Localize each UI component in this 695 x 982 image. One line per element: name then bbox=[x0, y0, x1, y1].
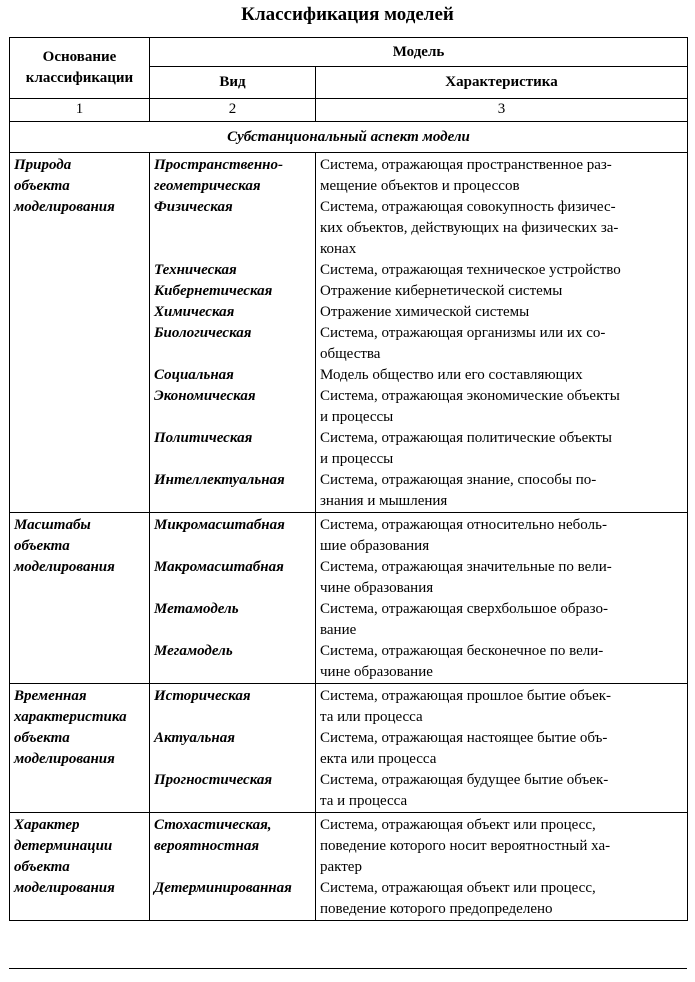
column-numbers-row bbox=[10, 99, 688, 122]
column-number-1: 1 bbox=[10, 99, 150, 122]
group-row bbox=[10, 153, 688, 513]
group-row bbox=[10, 813, 688, 921]
model-kind: Пространственно- геометрическая bbox=[154, 157, 283, 194]
header-basis: Основание классификации bbox=[10, 38, 150, 99]
model-kind: Химическая bbox=[154, 304, 235, 320]
model-kind: Детерминированная bbox=[154, 880, 292, 896]
group-kinds bbox=[150, 513, 316, 684]
model-kind: Интеллектуальная bbox=[154, 472, 285, 488]
model-characteristic: Система, отражающая политические объекты и процессы bbox=[320, 430, 613, 467]
model-kind: Политическая bbox=[154, 430, 253, 446]
model-characteristic: Модель общество или его составляющих bbox=[320, 367, 583, 383]
header-characteristic: Характеристика bbox=[316, 67, 688, 99]
model-kind: Микромасштабная bbox=[154, 517, 285, 533]
model-kind: Стохастическая, вероятностная bbox=[154, 817, 272, 854]
model-kind: Метамодель bbox=[154, 601, 239, 617]
model-characteristic: Система, отражающая сверхбольшое образо- вание bbox=[320, 601, 608, 638]
group-basis: Масштабы объекта моделирования bbox=[10, 513, 150, 684]
model-characteristic: Система, отражающая техническое устройство bbox=[320, 262, 621, 278]
model-characteristic: Система, отражающая настоящее бытие объ- екта или процесса bbox=[320, 730, 608, 767]
model-characteristic: Система, отражающая прошлое бытие объек- та или процесса bbox=[320, 688, 612, 725]
model-characteristic: Система, отражающая знание, способы по- знания и мышления bbox=[320, 472, 597, 509]
model-kind: Макромасштабная bbox=[154, 559, 284, 575]
model-kind: Биологическая bbox=[154, 325, 252, 341]
group-characteristics bbox=[316, 513, 688, 684]
model-characteristic: Система, отражающая относительно неболь- шие образования bbox=[320, 517, 607, 554]
model-kind: Кибернетическая bbox=[154, 283, 273, 299]
bottom-rule bbox=[9, 968, 687, 969]
group-characteristics bbox=[316, 153, 688, 513]
model-characteristic: Отражение кибернетической системы bbox=[320, 283, 563, 299]
group-kinds bbox=[150, 153, 316, 513]
model-kind: Актуальная bbox=[154, 730, 235, 746]
model-characteristic: Система, отражающая совокупность физичес- ких объектов, действующих на физических за- конах bbox=[320, 199, 619, 257]
classification-table bbox=[9, 37, 688, 921]
group-row bbox=[10, 684, 688, 813]
group-characteristics bbox=[316, 684, 688, 813]
group-basis: Природа объекта моделирования bbox=[10, 153, 150, 513]
model-kind: Социальная bbox=[154, 367, 234, 383]
model-characteristic: Система, отражающая объект или процесс, поведение которого предопределено bbox=[320, 880, 596, 917]
group-kinds bbox=[150, 813, 316, 921]
header-row-top bbox=[10, 38, 688, 67]
group-row bbox=[10, 513, 688, 684]
header-kind: Вид bbox=[150, 67, 316, 99]
model-characteristic: Отражение химической системы bbox=[320, 304, 530, 320]
document-title: Классификация моделей bbox=[241, 4, 454, 25]
model-characteristic: Система, отражающая значительные по вели- чине образования bbox=[320, 559, 612, 596]
aspect-label: Субстанциональный аспект модели bbox=[10, 122, 688, 153]
groups-body bbox=[10, 153, 688, 921]
group-basis: Временная характеристика объекта моделирования bbox=[10, 684, 150, 813]
column-number-3: 3 bbox=[316, 99, 688, 122]
model-kind: Историческая bbox=[154, 688, 251, 704]
group-characteristics bbox=[316, 813, 688, 921]
model-characteristic: Система, отражающая пространственное раз- мещение объектов и процессов bbox=[320, 157, 612, 194]
model-characteristic: Система, отражающая организмы или их со- общества bbox=[320, 325, 606, 362]
model-kind: Мегамодель bbox=[154, 643, 233, 659]
model-kind: Техническая bbox=[154, 262, 237, 278]
model-kind: Прогностическая bbox=[154, 772, 273, 788]
model-characteristic: Система, отражающая бесконечное по вели- чине образование bbox=[320, 643, 604, 680]
column-number-2: 2 bbox=[150, 99, 316, 122]
model-characteristic: Система, отражающая экономические объекты и процессы bbox=[320, 388, 620, 425]
group-basis: Характер детерминации объекта моделирования bbox=[10, 813, 150, 921]
group-kinds bbox=[150, 684, 316, 813]
aspect-row bbox=[10, 122, 688, 153]
model-kind: Физическая bbox=[154, 199, 233, 215]
header-model: Модель bbox=[150, 38, 688, 67]
model-kind: Экономическая bbox=[154, 388, 256, 404]
model-characteristic: Система, отражающая будущее бытие объек- та и процесса bbox=[320, 772, 609, 809]
model-characteristic: Система, отражающая объект или процесс, поведение которого носит вероятностный ха- рактер bbox=[320, 817, 611, 875]
